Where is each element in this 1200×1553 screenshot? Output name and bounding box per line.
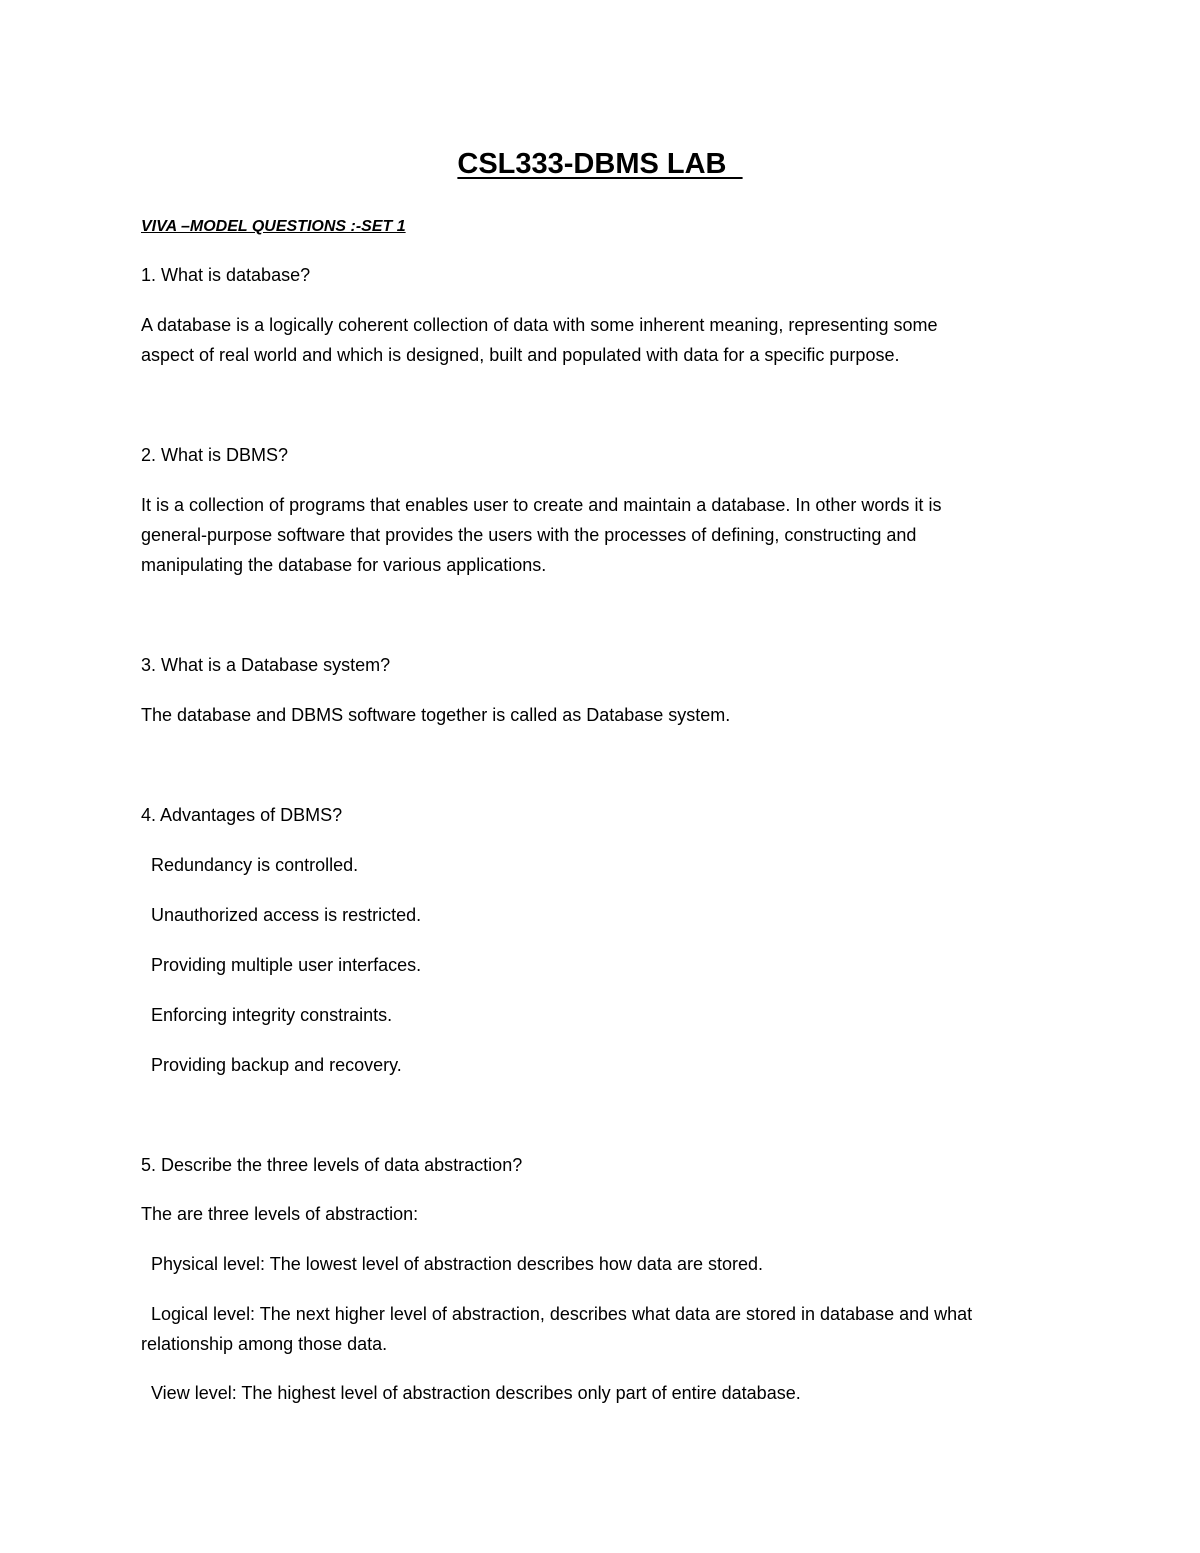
question-5: 5. Describe the three levels of data abstraction? <box>141 1155 523 1175</box>
question-1: 1. What is database? <box>141 265 311 285</box>
question-3: 3. What is a Database system? <box>141 655 391 675</box>
advantage-item: Providing multiple user interfaces. <box>151 955 422 975</box>
section-subtitle: VIVA –MODEL QUESTIONS :-SET 1 <box>141 218 406 235</box>
abstraction-level-logical-cont: relationship among those data. <box>141 1334 388 1354</box>
question-4: 4. Advantages of DBMS? <box>141 805 343 825</box>
abstraction-level-logical: Logical level: The next higher level of abstraction, describes what data are stored in database and what <box>151 1304 973 1324</box>
advantage-item: Providing backup and recovery. <box>151 1055 402 1075</box>
abstraction-level-view: View level: The highest level of abstraction describes only part of entire database. <box>151 1383 801 1403</box>
advantage-item: Redundancy is controlled. <box>151 855 359 875</box>
advantage-item: Unauthorized access is restricted. <box>151 905 422 925</box>
abstraction-level-physical: Physical level: The lowest level of abstraction describes how data are stored. <box>151 1254 763 1274</box>
question-2: 2. What is DBMS? <box>141 445 289 465</box>
answer-3-line-1: The database and DBMS software together is called as Database system. <box>141 705 731 725</box>
answer-2-line-1: It is a collection of programs that enables user to create and maintain a database. In other words it is <box>141 495 942 515</box>
abstraction-intro: The are three levels of abstraction: <box>141 1204 419 1224</box>
answer-1-line-1: A database is a logically coherent collection of data with some inherent meaning, representing some <box>141 315 938 335</box>
advantage-item: Enforcing integrity constraints. <box>151 1005 393 1025</box>
answer-1-line-2: aspect of real world and which is designed, built and populated with data for a specific purpose. <box>141 345 900 365</box>
answer-2-line-2: general-purpose software that provides the users with the processes of defining, constructing and <box>141 525 917 545</box>
page-title: CSL333-DBMS LAB <box>457 148 743 180</box>
answer-2-line-3: manipulating the database for various applications. <box>141 555 547 575</box>
